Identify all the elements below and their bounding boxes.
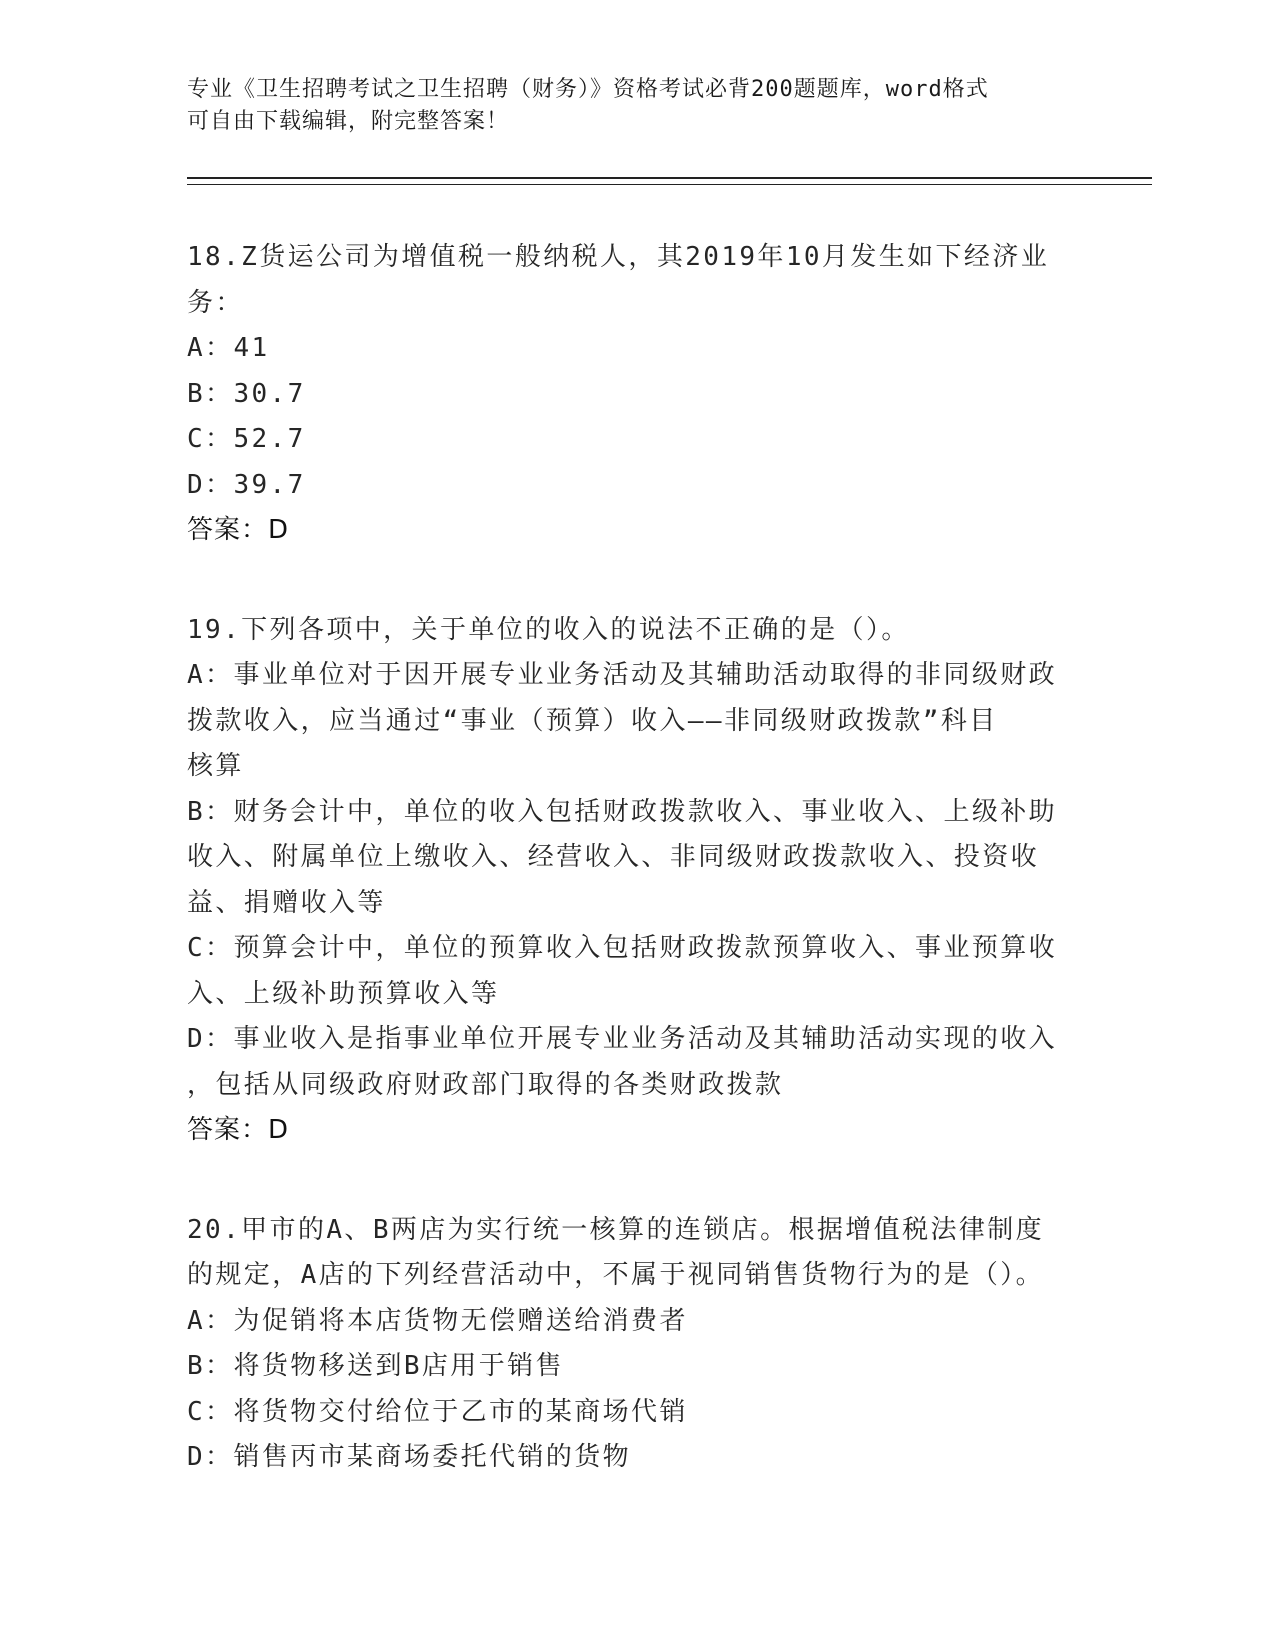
option-line: 收入、附属单位上缴收入、经营收入、非同级财政拨款收入、投资收 <box>187 842 1040 872</box>
option-line: 拨款收入，应当通过“事业（预算）收入——非同级财政拨款”科目 <box>187 705 998 736</box>
option-line: C：预算会计中，单位的预算收入包括财政拨款预算收入、事业预算收 <box>187 933 1058 963</box>
option-d <box>187 1017 1087 1108</box>
option-a: A：为促销将本店货物无偿赠送给消费者 <box>187 1305 688 1336</box>
option-b <box>187 790 1087 927</box>
option-line: ，包括从同级政府财政部门取得的各类财政拨款 <box>187 1069 784 1100</box>
option-line: D：事业收入是指事业单位开展专业业务活动及其辅助活动实现的收入 <box>187 1024 1058 1054</box>
question-19 <box>187 608 1087 1154</box>
option-line: 核算 <box>187 751 244 781</box>
header-line-1: 专业《卫生招聘考试之卫生招聘（财务）》资格考试必背200题题库，word格式 <box>187 77 989 102</box>
option-c: C：将货物交付给位于乙市的某商场代销 <box>187 1396 688 1427</box>
option-c <box>187 926 1087 1017</box>
header-divider <box>187 177 1152 185</box>
option-a <box>187 653 1087 790</box>
question-stem-line: 19.下列各项中，关于单位的收入的说法不正确的是（）。 <box>187 614 910 645</box>
option-d: D：39.7 <box>187 469 306 500</box>
header-line-2: 可自由下载编辑，附完整答案！ <box>187 109 510 134</box>
option-d: D：销售丙市某商场委托代销的货物 <box>187 1442 632 1472</box>
answer-label: 答案：D <box>187 515 290 545</box>
option-c: C：52.7 <box>187 424 306 454</box>
option-line: B：财务会计中，单位的收入包括财政拨款收入、事业收入、上级补助 <box>187 796 1058 827</box>
option-line: 益、捐赠收入等 <box>187 887 386 918</box>
question-18 <box>187 235 1087 554</box>
question-stem-line: 务： <box>187 287 244 318</box>
question-20 <box>187 1208 1087 1481</box>
question-stem-line: 18.Z货运公司为增值税一般纳税人，其2019年10月发生如下经济业 <box>187 242 1050 272</box>
question-list <box>187 235 1087 1535</box>
question-stem-line: 的规定，A店的下列经营活动中，不属于视同销售货物行为的是（）。 <box>187 1260 1045 1290</box>
option-line: A：事业单位对于因开展专业业务活动及其辅助活动取得的非同级财政 <box>187 660 1058 690</box>
option-b: B：将货物移送到B店用于销售 <box>187 1351 564 1381</box>
option-a: A：41 <box>187 333 270 363</box>
document-header <box>187 74 1067 138</box>
option-b: B：30.7 <box>187 378 306 409</box>
option-line: 入、上级补助预算收入等 <box>187 978 500 1009</box>
question-stem-line: 20.甲市的A、B两店为实行统一核算的连锁店。根据增值税法律制度 <box>187 1214 1045 1245</box>
answer-label: 答案：D <box>187 1115 290 1145</box>
